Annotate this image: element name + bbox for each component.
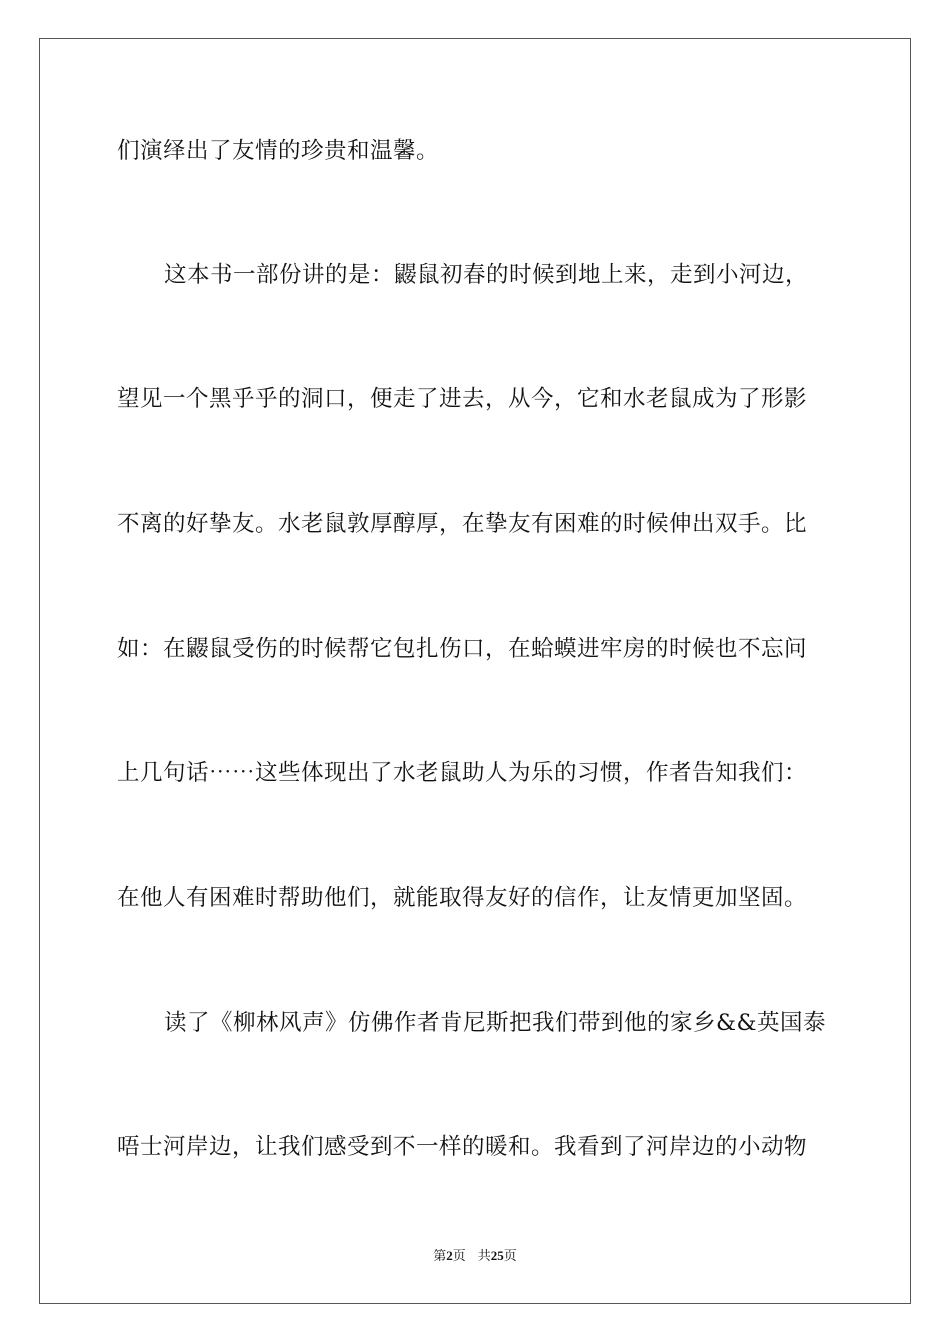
text-line-5: 如：在鼹鼠受伤的时候帮它包扎伤口，在蛤蟆进牢房的时候也不忘问 [117, 636, 808, 662]
page-number: 2 [446, 1248, 453, 1263]
page-prefix: 第 [433, 1249, 447, 1264]
text-line-8-paragraph-start: 读了《柳林风声》仿佛作者肯尼斯把我们带到他的家乡&&英国泰 [164, 1010, 827, 1036]
text-line-3: 望见一个黑乎乎的洞口，便走了进去，从今，它和水老鼠成为了形影 [117, 386, 808, 412]
total-pages: 25 [490, 1248, 504, 1263]
text-line-2-paragraph-start: 这本书一部份讲的是：鼹鼠初春的时候到地上来，走到小河边， [164, 262, 809, 288]
text-line-9: 唔士河岸边，让我们感受到不一样的暖和。我看到了河岸边的小动物 [117, 1134, 808, 1160]
page-footer [0, 1247, 950, 1266]
text-line-4: 不离的好挚友。水老鼠敦厚醇厚，在挚友有困难的时候伸出双手。比 [117, 511, 808, 537]
text-line-1: 们演绎出了友情的珍贵和温馨。 [117, 138, 440, 164]
text-line-6: 上几句话⋯⋯这些体现出了水老鼠助人为乐的习惯，作者告知我们： [117, 760, 808, 786]
total-suffix: 页 [503, 1249, 517, 1264]
total-prefix: 共 [477, 1249, 491, 1264]
text-line-7: 在他人有困难时帮助他们，就能取得友好的信作，让友情更加坚固。 [117, 885, 808, 911]
page-border [39, 38, 911, 1304]
page-suffix: 页 [452, 1249, 466, 1264]
